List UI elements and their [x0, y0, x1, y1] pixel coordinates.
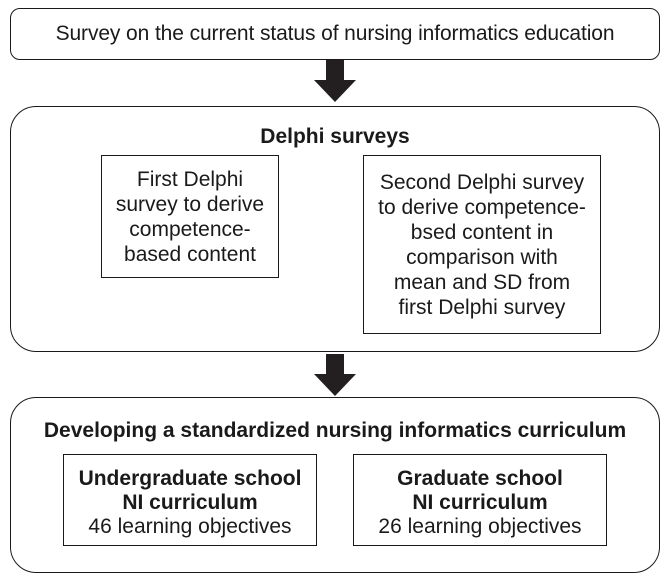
delphi-surveys-box: [10, 106, 660, 352]
first-delphi-line: First Delphi: [136, 167, 244, 191]
graduate-curriculum-box: [353, 454, 607, 546]
undergraduate-school-label: Undergraduate school: [78, 467, 302, 490]
second-delphi-line: Second Delphi survey: [379, 170, 585, 194]
curriculum-development-title: Developing a standardized nursing informatics curriculum: [43, 419, 627, 442]
second-delphi-box: [363, 155, 601, 334]
undergraduate-objectives-count: 46 learning objectives: [88, 515, 292, 538]
second-delphi-line: bsed content in: [410, 220, 554, 244]
survey-status-box: [10, 8, 660, 60]
curriculum-development-box: [10, 397, 660, 573]
second-delphi-text: [378, 170, 586, 320]
graduate-ni-curriculum-label: NI curriculum: [412, 491, 548, 514]
first-delphi-line: based content: [124, 242, 256, 266]
undergraduate-ni-curriculum-label: NI curriculum: [122, 491, 258, 514]
delphi-surveys-title: Delphi surveys: [260, 125, 410, 148]
second-delphi-line: comparison with: [406, 245, 558, 269]
down-arrow-icon: [314, 60, 356, 102]
first-delphi-text: [116, 167, 264, 267]
graduate-school-label: Graduate school: [397, 467, 563, 490]
survey-status-text: Survey on the current status of nursing informatics education: [55, 22, 615, 45]
down-arrow-icon: [314, 354, 356, 396]
second-delphi-line: to derive competence-: [378, 195, 586, 219]
first-delphi-line: survey to derive: [115, 192, 265, 216]
first-delphi-box: [101, 155, 279, 278]
undergraduate-curriculum-box: [63, 454, 317, 546]
second-delphi-line: mean and SD from: [393, 270, 571, 294]
second-delphi-line: first Delphi survey: [398, 295, 566, 319]
first-delphi-line: competence-: [129, 217, 251, 241]
graduate-objectives-count: 26 learning objectives: [378, 515, 582, 538]
